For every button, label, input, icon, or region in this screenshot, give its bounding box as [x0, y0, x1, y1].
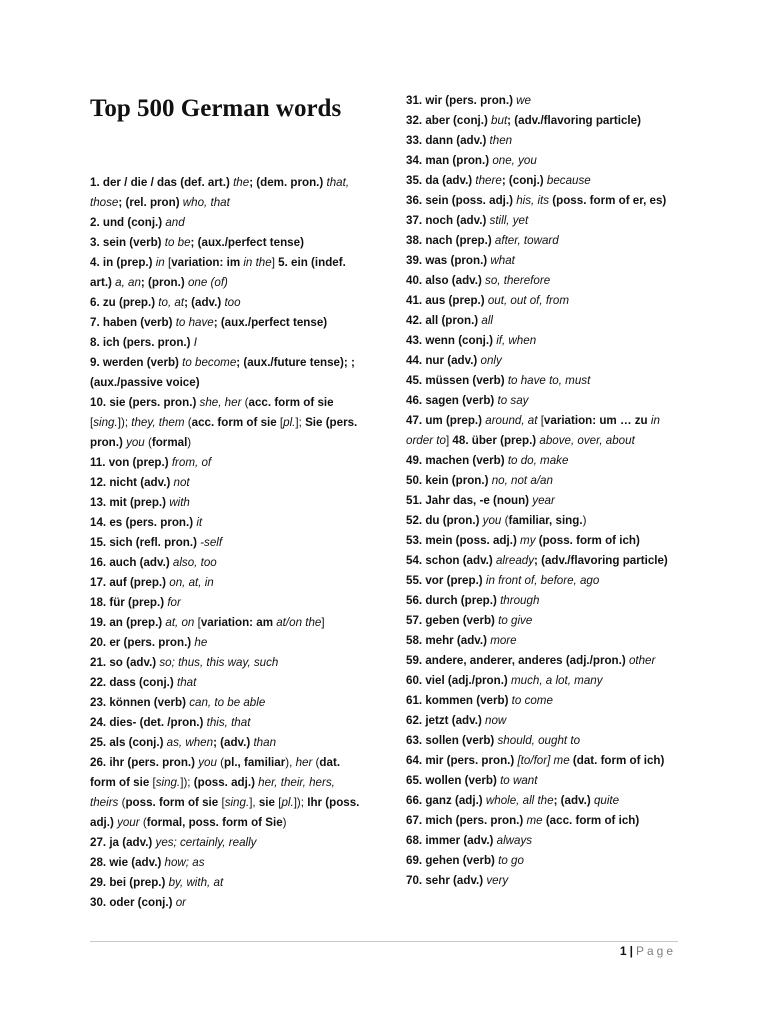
word-entry [90, 833, 362, 853]
entry-italic-text: to have [172, 316, 214, 329]
word-list-right-column [406, 91, 682, 891]
word-entry [406, 671, 682, 691]
entry-bold-text: 6. zu (prep.) [90, 296, 156, 309]
entry-bold-text: 9. werden (verb) [90, 356, 179, 369]
entry-italic-text: in [152, 256, 168, 269]
entry-bold-text: 53. mein (poss. adj.) [406, 534, 517, 547]
entry-bold-text: 29. bei (prep.) [90, 876, 166, 889]
entry-bold-text: 54. schon (adv.) [406, 554, 493, 567]
entry-italic-text: at, on [162, 616, 198, 629]
entry-bold-text: 32. aber (conj.) [406, 114, 488, 127]
word-entry [406, 271, 682, 291]
word-entry [406, 251, 682, 271]
word-entry [90, 553, 362, 573]
entry-bold-text: 10. sie (pers. pron.) [90, 396, 197, 409]
entry-text: ( [184, 416, 192, 429]
word-entry [406, 591, 682, 611]
entry-bold-text: 44. nur (adv.) [406, 354, 478, 367]
entry-italic-text: on, at, in [166, 576, 214, 589]
entry-bold-text: acc. form of sie [191, 416, 277, 429]
entry-italic-text: and [162, 216, 185, 229]
entry-bold-text: 67. mich (pers. pron.) [406, 814, 524, 827]
word-entry [406, 791, 682, 811]
entry-bold-text: ; (dem. pron.) [249, 176, 324, 189]
entry-bold-text: Ihr (poss. adj.) [90, 796, 360, 829]
entry-bold-text: 35. da (adv.) [406, 174, 473, 187]
word-entry [406, 151, 682, 171]
word-entry [406, 831, 682, 851]
entry-bold-text: 31. wir (pers. pron.) [406, 94, 513, 107]
entry-bold-text: ; (aux./perfect tense) [190, 236, 304, 249]
entry-bold-text: ; (adv.) [184, 296, 222, 309]
entry-bold-text: variation: am [200, 616, 274, 629]
word-entry [406, 391, 682, 411]
entry-text: ] [321, 616, 325, 629]
entry-bold-text: 60. viel (adj./pron.) [406, 674, 508, 687]
word-entry [90, 733, 362, 753]
entry-text: ( [241, 396, 249, 409]
entry-bold-text: 66. ganz (adj.) [406, 794, 483, 807]
entry-text: ) [187, 436, 192, 449]
entry-italic-text: they, them [128, 416, 185, 429]
entry-italic-text: in front of, before, ago [482, 574, 600, 587]
entry-italic-text: no, not a/an [488, 474, 553, 487]
word-entry [90, 513, 362, 533]
entry-italic-text: than [250, 736, 277, 749]
entry-italic-text: not [170, 476, 190, 489]
entry-text: ( [139, 816, 147, 829]
entry-italic-text: a, an [111, 276, 141, 289]
word-entry [406, 611, 682, 631]
entry-italic-text: around, at [482, 414, 541, 427]
entry-text: ] [271, 256, 279, 269]
entry-bold-text: 70. sehr (adv.) [406, 874, 484, 887]
entry-italic-text: at/on the [273, 616, 322, 629]
entry-italic-text: for [164, 596, 181, 609]
entry-italic-text: all [478, 314, 493, 327]
entry-bold-text: poss. form of sie [125, 796, 219, 809]
entry-italic-text: there [472, 174, 502, 187]
entry-text: ) [282, 816, 287, 829]
entry-italic-text: this, that [203, 716, 251, 729]
word-entry [90, 573, 362, 593]
entry-italic-text: your [113, 816, 140, 829]
word-entry [406, 351, 682, 371]
entry-bold-text: 4. in (prep.) [90, 256, 153, 269]
entry-text: ( [118, 796, 126, 809]
word-entry [406, 531, 682, 551]
entry-bold-text: 16. auch (adv.) [90, 556, 170, 569]
entry-bold-text: formal [151, 436, 188, 449]
word-entry [90, 873, 362, 893]
entry-bold-text: 69. gehen (verb) [406, 854, 495, 867]
entry-bold-text: (dat. form of ich) [569, 754, 665, 767]
entry-bold-text: ; (aux./perfect tense) [213, 316, 328, 329]
entry-bold-text: 65. wollen (verb) [406, 774, 497, 787]
page-title: Top 500 German words [90, 95, 342, 122]
entry-bold-text: 14. es (pers. pron.) [90, 516, 194, 529]
word-entry [90, 293, 362, 313]
entry-italic-text: to want [496, 774, 538, 787]
entry-bold-text: 22. dass (conj.) [90, 676, 174, 689]
entry-italic-text: to give [494, 614, 533, 627]
entry-bold-text: 48. über (prep.) [452, 434, 537, 447]
word-entry [90, 473, 362, 493]
word-entry [406, 131, 682, 151]
entry-bold-text: 5. ein (indef. art.) [90, 256, 346, 289]
word-entry [406, 211, 682, 231]
word-list-left-column [90, 173, 362, 913]
entry-italic-text: one (of) [184, 276, 228, 289]
word-entry [406, 291, 682, 311]
entry-bold-text: 33. dann (adv.) [406, 134, 487, 147]
entry-italic-text: you [479, 514, 502, 527]
entry-text: [ [90, 416, 94, 429]
entry-text: ( [501, 514, 509, 527]
entry-text: [ [276, 416, 284, 429]
word-entry [406, 511, 682, 531]
entry-bold-text: 28. wie (adv.) [90, 856, 162, 869]
page-label: Page [635, 944, 676, 958]
word-entry [90, 453, 362, 473]
entry-italic-text: it [193, 516, 203, 529]
entry-text: ]); [117, 416, 129, 429]
entry-bold-text: 18. für (prep.) [90, 596, 165, 609]
entry-italic-text: you [122, 436, 145, 449]
entry-text: ]; [295, 416, 306, 429]
entry-bold-text: 64. mir (pers. pron.) [406, 754, 515, 767]
word-entry [90, 753, 362, 833]
entry-bold-text: 1. der / die / das [90, 176, 177, 189]
word-entry [406, 311, 682, 331]
word-entry [406, 171, 682, 191]
entry-text: ]); [180, 776, 194, 789]
entry-bold-text: 15. sich (refl. pron.) [90, 536, 197, 549]
entry-bold-text: 45. müssen (verb) [406, 374, 505, 387]
entry-text: [ [218, 796, 225, 809]
entry-italic-text: what [487, 254, 515, 267]
entry-italic-text: sing. [224, 796, 250, 809]
entry-italic-text: because [543, 174, 591, 187]
entry-italic-text: to be [161, 236, 191, 249]
entry-italic-text: how; as [161, 856, 205, 869]
word-entry [90, 333, 362, 353]
word-entry [90, 213, 362, 233]
entry-bold-text: variation: im [171, 256, 241, 269]
entry-bold-text: dat. form of sie [90, 756, 341, 789]
entry-italic-text: should, ought to [494, 734, 581, 747]
entry-bold-text: 17. auf (prep.) [90, 576, 167, 589]
entry-text: ]); [293, 796, 308, 809]
entry-italic-text: -self [196, 536, 223, 549]
entry-italic-text: above, over, about [536, 434, 635, 447]
word-entry [406, 851, 682, 871]
word-entry [90, 693, 362, 713]
entry-italic-text: you [195, 756, 217, 769]
entry-italic-text: so, therefore [481, 274, 551, 287]
entry-italic-text: already [492, 554, 535, 567]
word-entry [406, 191, 682, 211]
entry-bold-text: 40. also (adv.) [406, 274, 482, 287]
entry-bold-text: 24. dies- (det. /pron.) [90, 716, 204, 729]
entry-italic-text: too [221, 296, 241, 309]
entry-italic-text: quite [590, 794, 620, 807]
entry-text: ) [582, 514, 587, 527]
entry-bold-text: acc. form of sie [248, 396, 334, 409]
word-entry [406, 371, 682, 391]
entry-bold-text: 41. aus (prep.) [406, 294, 485, 307]
entry-text: ( [312, 756, 320, 769]
word-entry [90, 233, 362, 253]
word-entry [406, 491, 682, 511]
entry-italic-text: to come [508, 694, 553, 707]
word-entry [406, 411, 682, 451]
entry-bold-text: Sie (pers. pron.) [90, 416, 358, 449]
entry-bold-text: (poss. form of er, es) [549, 194, 667, 207]
entry-bold-text: ; (aux./future tense); ; (aux./passive voice) [90, 356, 355, 389]
entry-italic-text: can, to be able [186, 696, 266, 709]
word-entry [90, 613, 362, 633]
word-entry [90, 313, 362, 333]
word-entry [406, 111, 682, 131]
entry-italic-text: out, out of, from [484, 294, 570, 307]
word-entry [90, 253, 362, 293]
entry-bold-text: 55. vor (prep.) [406, 574, 483, 587]
entry-text: [ [540, 414, 544, 427]
entry-bold-text: formal, poss. form of Sie [146, 816, 283, 829]
entry-italic-text: always [493, 834, 533, 847]
entry-bold-text: ; (adv.) [213, 736, 251, 749]
entry-italic-text: to do, make [504, 454, 569, 467]
entry-bold-text: ; (adv./flavoring particle) [534, 554, 668, 567]
entry-bold-text: 12. nicht (adv.) [90, 476, 171, 489]
entry-italic-text: then [486, 134, 513, 147]
entry-italic-text: but [487, 114, 508, 127]
entry-bold-text: ; (adv.) [553, 794, 591, 807]
word-entry [406, 331, 682, 351]
entry-bold-text: (acc. form of ich) [542, 814, 640, 827]
entry-italic-text: so; thus, this way, such [156, 656, 279, 669]
entry-bold-text: 39. was (pron.) [406, 254, 488, 267]
entry-bold-text: ; (pron.) [140, 276, 185, 289]
entry-bold-text: 26. ihr (pers. pron.) [90, 756, 196, 769]
entry-italic-text: other [625, 654, 656, 667]
entry-italic-text: after, toward [491, 234, 559, 247]
entry-text: [ [167, 256, 172, 269]
page-footer [620, 941, 676, 961]
word-entry [406, 711, 682, 731]
entry-bold-text: 68. immer (adv.) [406, 834, 494, 847]
entry-italic-text: year [529, 494, 555, 507]
entry-italic-text: sing. [155, 776, 181, 789]
entry-italic-text: she, her [196, 396, 242, 409]
word-entry [90, 653, 362, 673]
entry-bold-text: familiar, sing. [508, 514, 583, 527]
entry-bold-text: (poss. adj.) [193, 776, 255, 789]
word-entry [90, 393, 362, 453]
entry-text: ), [285, 756, 293, 769]
word-entry [406, 91, 682, 111]
entry-text: ], [249, 796, 259, 809]
entry-text: ( [144, 436, 152, 449]
word-entry [90, 893, 362, 913]
entry-italic-text: his, its [512, 194, 550, 207]
entry-bold-text: 63. sollen (verb) [406, 734, 495, 747]
entry-italic-text: we [512, 94, 531, 107]
footer-separator: | [629, 944, 633, 958]
word-entry [406, 551, 682, 571]
entry-bold-text: sie [258, 796, 275, 809]
entry-bold-text: 50. kein (pron.) [406, 474, 489, 487]
entry-bold-text: 19. an (prep.) [90, 616, 163, 629]
entry-bold-text: 49. machen (verb) [406, 454, 505, 467]
word-entry [90, 533, 362, 553]
word-entry [90, 493, 362, 513]
entry-italic-text: pl. [283, 416, 296, 429]
entry-bold-text: 27. ja (adv.) [90, 836, 153, 849]
word-entry [406, 751, 682, 771]
entry-italic-text: very [483, 874, 509, 887]
entry-italic-text: to, at [155, 296, 185, 309]
entry-bold-text: 57. geben (verb) [406, 614, 495, 627]
entry-italic-text: by, with, at [165, 876, 224, 889]
entry-bold-text: ; (conj.) [501, 174, 544, 187]
entry-bold-text: 61. kommen (verb) [406, 694, 509, 707]
entry-italic-text: now [481, 714, 507, 727]
entry-italic-text: or [172, 896, 186, 909]
entry-bold-text: 36. sein (poss. adj.) [406, 194, 513, 207]
word-entry [406, 451, 682, 471]
entry-italic-text: one, you [489, 154, 537, 167]
entry-bold-text: 7. haben (verb) [90, 316, 173, 329]
entry-italic-text: my [516, 534, 536, 547]
entry-italic-text: the [229, 176, 250, 189]
entry-italic-text: whole, all the [482, 794, 554, 807]
entry-bold-text: (poss. form of ich) [535, 534, 640, 547]
entry-bold-text: pl., familiar [224, 756, 286, 769]
entry-text: ] [445, 434, 453, 447]
entry-bold-text: 51. Jahr das, -e (noun) [406, 494, 530, 507]
entry-italic-text: to have to, must [504, 374, 591, 387]
word-entry [406, 631, 682, 651]
entry-italic-text: to go [494, 854, 524, 867]
entry-bold-text: 58. mehr (adv.) [406, 634, 487, 647]
entry-bold-text: 21. so (adv.) [90, 656, 157, 669]
word-entry [406, 731, 682, 751]
entry-bold-text: 20. er (pers. pron.) [90, 636, 192, 649]
entry-bold-text: 47. um (prep.) [406, 414, 483, 427]
entry-bold-text: 8. ich (pers. pron.) [90, 336, 191, 349]
entry-bold-text: 3. sein (verb) [90, 236, 162, 249]
entry-bold-text: 46. sagen (verb) [406, 394, 495, 407]
word-entry [90, 713, 362, 733]
word-entry [90, 173, 362, 213]
entry-bold-text: 42. all (pron.) [406, 314, 479, 327]
word-entry [406, 691, 682, 711]
entry-italic-text: from, of [168, 456, 212, 469]
entry-italic-text: with [166, 496, 190, 509]
word-entry [406, 471, 682, 491]
entry-italic-text: much, a lot, many [507, 674, 603, 687]
entry-italic-text: in the [240, 256, 272, 269]
entry-italic-text: that, those [90, 176, 350, 209]
entry-italic-text: her, their, hers, theirs [90, 776, 335, 809]
entry-bold-text: (def. art.) [180, 176, 230, 189]
footer-divider [90, 941, 678, 942]
word-entry [406, 231, 682, 251]
entry-bold-text: 59. andere, anderer, anderes (adj./pron.) [406, 654, 626, 667]
entry-italic-text: her [292, 756, 313, 769]
entry-italic-text: only [477, 354, 502, 367]
entry-bold-text: 25. als (conj.) [90, 736, 164, 749]
entry-text: [ [149, 776, 156, 789]
entry-bold-text: 43. wenn (conj.) [406, 334, 493, 347]
entry-bold-text: 38. nach (prep.) [406, 234, 492, 247]
entry-bold-text: ; (adv./flavoring particle) [507, 114, 641, 127]
entry-bold-text: variation: um … zu [543, 414, 648, 427]
word-entry [406, 871, 682, 891]
entry-italic-text: also, too [169, 556, 217, 569]
entry-italic-text: pl. [281, 796, 294, 809]
word-entry [90, 853, 362, 873]
entry-text: [ [274, 796, 282, 809]
entry-italic-text: yes; certainly, really [152, 836, 257, 849]
entry-italic-text: that [173, 676, 197, 689]
word-entry [90, 593, 362, 613]
entry-italic-text: if, when [492, 334, 537, 347]
entry-bold-text: 34. man (pron.) [406, 154, 490, 167]
word-entry [90, 673, 362, 693]
entry-bold-text: 56. durch (prep.) [406, 594, 497, 607]
entry-italic-text: [to/for] me [514, 754, 570, 767]
word-entry [406, 811, 682, 831]
word-entry [406, 571, 682, 591]
entry-italic-text: to say [494, 394, 529, 407]
entry-italic-text: still, yet [486, 214, 529, 227]
entry-text: [ [197, 616, 201, 629]
entry-text: ( [216, 756, 225, 769]
entry-bold-text: 11. von (prep.) [90, 456, 169, 469]
entry-bold-text: 2. und (conj.) [90, 216, 163, 229]
entry-bold-text: 13. mit (prep.) [90, 496, 167, 509]
entry-bold-text: 23. können (verb) [90, 696, 186, 709]
entry-bold-text: 37. noch (adv.) [406, 214, 487, 227]
word-entry [406, 771, 682, 791]
word-entry [90, 353, 362, 393]
entry-bold-text: 30. oder (conj.) [90, 896, 173, 909]
entry-italic-text: through [496, 594, 540, 607]
entry-italic-text: sing. [93, 416, 118, 429]
entry-italic-text: as, when [163, 736, 214, 749]
entry-italic-text: in order to [406, 414, 660, 447]
entry-italic-text: who, that [179, 196, 230, 209]
word-entry [90, 633, 362, 653]
entry-italic-text: I [190, 336, 197, 349]
entry-bold-text: 52. du (pron.) [406, 514, 480, 527]
entry-italic-text: he [191, 636, 208, 649]
word-entry [406, 651, 682, 671]
entry-bold-text: ; (rel. pron) [118, 196, 180, 209]
entry-italic-text: more [486, 634, 517, 647]
entry-italic-text: to become [178, 356, 237, 369]
page-number: 1 [619, 944, 627, 958]
entry-bold-text: 62. jetzt (adv.) [406, 714, 482, 727]
entry-italic-text: me [523, 814, 543, 827]
